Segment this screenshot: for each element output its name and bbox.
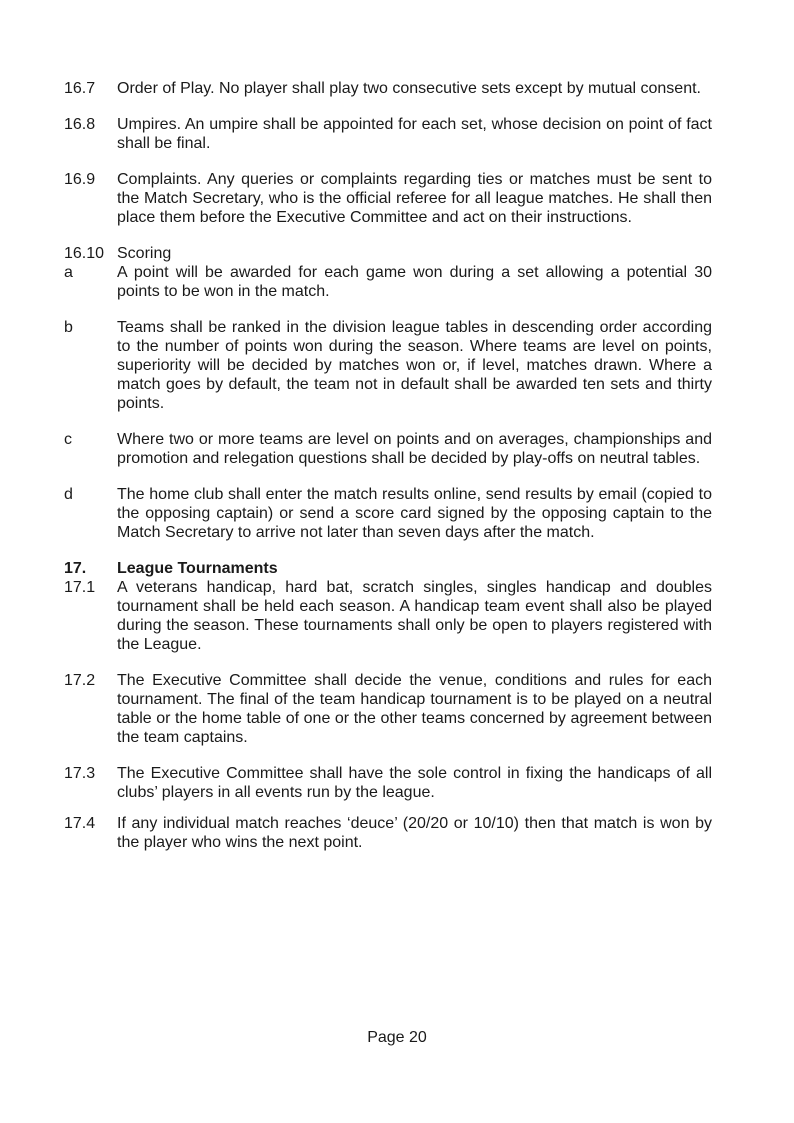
rule-item-16-10-b xyxy=(64,318,712,413)
rule-number: 17.1 xyxy=(64,579,96,596)
rule-letter: a xyxy=(64,264,73,281)
rule-item-16-10-d xyxy=(64,485,712,542)
rule-text: The home club shall enter the match results online, send results by email (copied to the opposing captain) or send a score card signed by the opposing captain to the Match Secretary to arrive not later than seven days after the match. xyxy=(117,486,712,541)
rule-text: Where two or more teams are level on points and on averages, championships and promotion and relegation questions shall be decided by play-offs on neutral tables. xyxy=(117,431,712,467)
rule-text: Teams shall be ranked in the division league tables in descending order according to the number of points won during the season. Where teams are level on points, superiority will be decided by matches won or, if level, matches drawn. Where a match goes by default, the team not in default shall be awarded ten sets and thirty points. xyxy=(117,319,712,412)
section-title: League Tournaments xyxy=(117,560,278,577)
rule-letter: b xyxy=(64,319,73,336)
page-footer xyxy=(0,1028,794,1047)
rule-text: Order of Play. No player shall play two consecutive sets except by mutual consent. xyxy=(117,80,701,97)
rule-text: Umpires. An umpire shall be appointed for each set, whose decision on point of fact shall be final. xyxy=(117,116,712,152)
rule-item-16-7 xyxy=(64,79,712,98)
rule-number: 17.3 xyxy=(64,765,96,782)
rule-number: 16.10 xyxy=(64,245,105,262)
rule-text: A veterans handicap, hard bat, scratch singles, singles handicap and doubles tournament shall be held each season. A handicap team event shall also be played during the season. These tournaments shall only be open to players registered with the League. xyxy=(117,579,712,653)
rule-item-17-2 xyxy=(64,671,712,747)
rule-item-17-3 xyxy=(64,764,712,802)
rule-item-16-10-a xyxy=(64,263,712,301)
rule-text: Complaints. Any queries or complaints regarding ties or matches must be sent to the Match Secretary, who is the official referee for all league matches. He shall then place them before the Executive Committee and act on their instructions. xyxy=(117,171,712,226)
rule-number: 17.4 xyxy=(64,815,96,832)
rule-letter: d xyxy=(64,486,73,503)
rule-text: Scoring xyxy=(117,245,172,262)
rule-item-16-9 xyxy=(64,170,712,227)
document-body xyxy=(64,79,712,852)
rule-number: 16.9 xyxy=(64,171,96,188)
rule-item-17-1 xyxy=(64,578,712,654)
section-heading-17 xyxy=(64,559,712,578)
rule-item-16-8 xyxy=(64,115,712,153)
section-number: 17. xyxy=(64,560,87,577)
rule-text: The Executive Committee shall decide the venue, conditions and rules for each tournament. The final of the team handicap tournament is to be played on a neutral table or the home table of one or the other teams concerned by agreement between the team captains. xyxy=(117,672,712,746)
rule-letter: c xyxy=(64,431,72,448)
rule-item-16-10 xyxy=(64,244,712,263)
rule-text: A point will be awarded for each game won during a set allowing a potential 30 points to be won in the match. xyxy=(117,264,712,300)
rule-number: 16.8 xyxy=(64,116,96,133)
rule-text: The Executive Committee shall have the sole control in fixing the handicaps of all clubs’ players in all events run by the league. xyxy=(117,765,712,801)
rule-number: 16.7 xyxy=(64,80,96,97)
rule-item-17-4 xyxy=(64,814,712,852)
page-number: Page 20 xyxy=(367,1029,427,1046)
rule-number: 17.2 xyxy=(64,672,96,689)
rule-item-16-10-c xyxy=(64,430,712,468)
rule-text: If any individual match reaches ‘deuce’ (20/20 or 10/10) then that match is won by the player who wins the next point. xyxy=(117,815,712,851)
